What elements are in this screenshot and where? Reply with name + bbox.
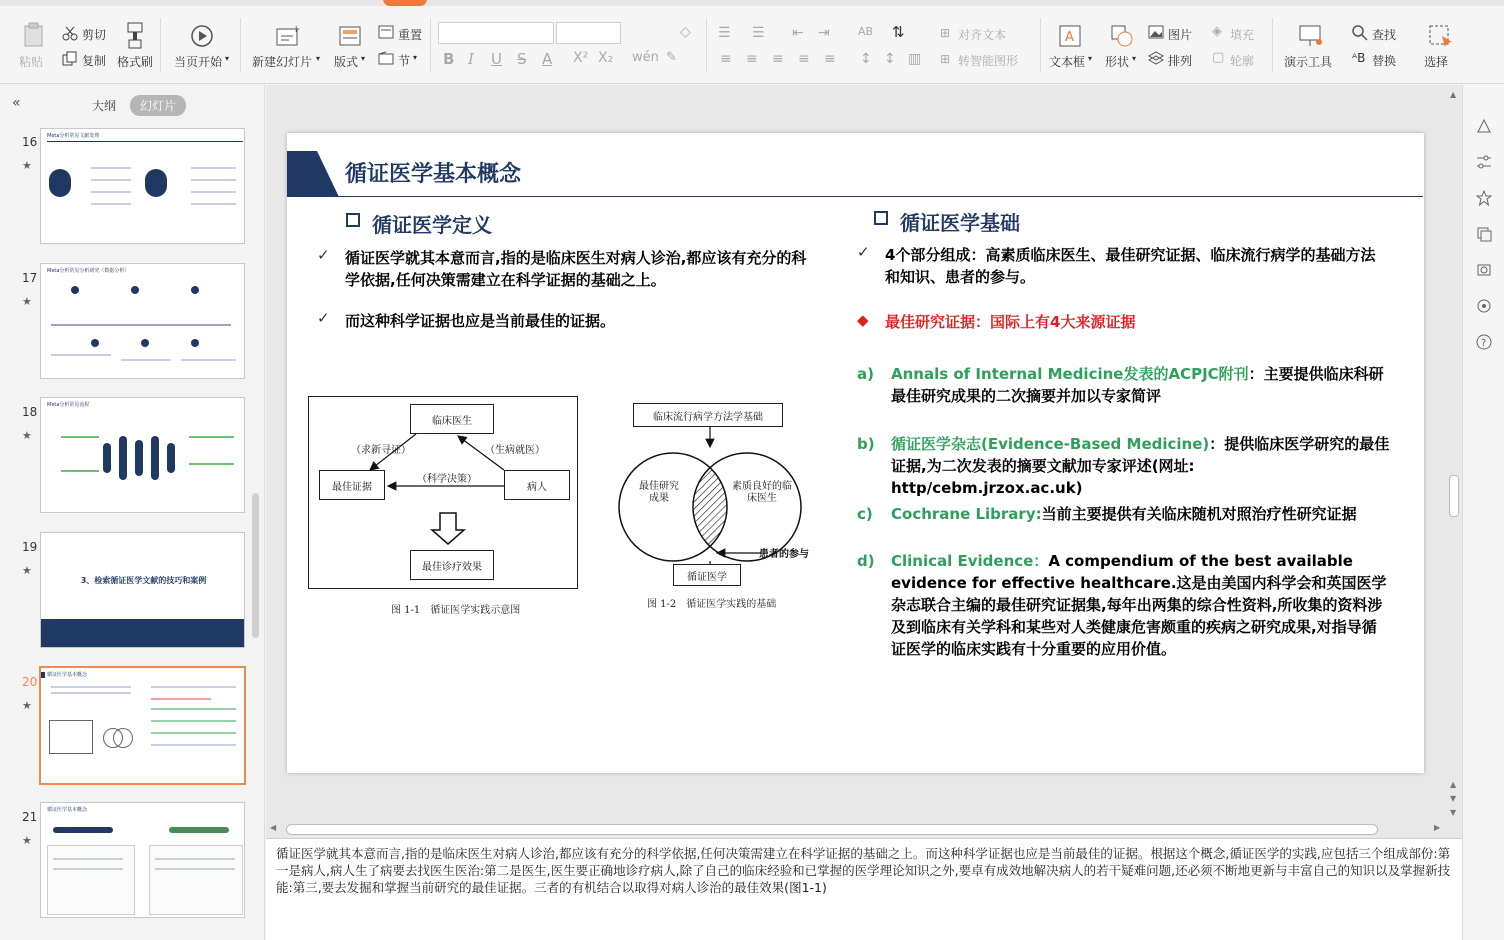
fig1-arrows [308, 396, 578, 589]
distribute-icon[interactable]: ≡ [824, 51, 836, 67]
outline-button[interactable]: 轮廓 [1230, 54, 1255, 68]
shape-icon [1110, 24, 1134, 48]
transition-icon[interactable] [1476, 226, 1492, 242]
thumbnail-scrollbar[interactable] [252, 493, 259, 638]
fig2-top-box: 临床流行病学方法学基础 [633, 403, 783, 427]
select-icon [1428, 24, 1454, 48]
right-bullet-1: 4个部分组成：高素质临床医生、最佳研究证据、临床流行病学的基础方法和知识、患者的参与。 [885, 246, 1376, 286]
item-d-title: Clinical Evidence： [891, 552, 1049, 570]
item-c-label: c) [857, 505, 873, 523]
para-spacing-icon[interactable]: ↕ [884, 51, 896, 67]
line-spacing-icon[interactable]: ↕ [860, 51, 872, 67]
fig2-right-circle-label: 素质良好的临床医生 [732, 481, 792, 504]
section-icon [378, 51, 394, 65]
slide-thumbnail-17[interactable] [40, 263, 245, 379]
slide-title: 循证医学基本概念 [345, 162, 522, 187]
slide-thumbnail-16[interactable] [40, 128, 245, 244]
align-text-button[interactable]: 对齐文本 [958, 28, 1007, 42]
dropdown-arrow-icon[interactable]: ▾ [1088, 54, 1093, 63]
item-d-text: A compendium of the best available evidence for effective healthcare.这是由美国内科学会和英国医学杂志联合主编的最佳研究证据集,每年出两集的综合性资料,所收集的资料涉及到临床有关学科和某些对人类健康危害颇重的疾病之研究成果,对指导循证医学的临床实践有十分重要的应用价值。 [891, 552, 1387, 658]
left-bullet-1: 循证医学就其本意而言,指的是临床医生对病人诊治,都应该有充分的科学依据,任何决策需建立在科学证据的基础之上。 [345, 249, 807, 289]
backup-icon[interactable] [1476, 262, 1492, 278]
strikethrough-icon[interactable]: S [517, 50, 527, 68]
ribbon-toolbar [0, 0, 1504, 84]
thumb-title: Meta分析常见流程 [47, 402, 90, 408]
presentation-tools-icon [1298, 24, 1324, 48]
tab-outline[interactable]: 大纲 [92, 99, 117, 113]
item-b-label: b) [857, 435, 875, 453]
dropdown-arrow-icon[interactable]: ▾ [413, 53, 418, 62]
item-a [891, 363, 1391, 407]
fig1-label-left: （求新寻证） [351, 445, 411, 456]
item-a-title: Annals of Internal Medicine发表的ACPJC附刊 [891, 365, 1249, 383]
item-b-text: ：提供临床医学研究的最佳证据,为二次发表的摘要文献加专家评述(网址: http/cebm.jrzox.ac.uk) [891, 435, 1390, 497]
numbered-list-icon[interactable]: ☰ [752, 25, 765, 41]
star-icon[interactable] [1476, 190, 1492, 206]
textbox-button[interactable]: 文本框 [1049, 55, 1086, 69]
speaker-notes-pane[interactable] [266, 838, 1504, 940]
align-text-icon: ⊞ [940, 26, 951, 40]
collapse-panel-icon[interactable]: « [12, 95, 21, 111]
underline-icon[interactable]: U [491, 50, 502, 68]
superscript-icon[interactable]: X² [573, 50, 589, 66]
paste-button[interactable]: 粘贴 [19, 55, 44, 69]
convert-smartart-button[interactable]: 转智能图形 [958, 54, 1019, 68]
text-direction-icon[interactable]: AB [858, 25, 874, 38]
align-right-icon[interactable]: ≡ [772, 51, 784, 67]
fig1-patient-box: 病人 [504, 470, 570, 500]
justify-icon[interactable]: ≡ [798, 51, 810, 67]
font-color-icon[interactable]: A [542, 50, 553, 68]
checkmark-icon: ✓ [317, 246, 330, 264]
left-bullet-2: 而这种科学证据也应是当前最佳的证据。 [345, 312, 616, 330]
slide-thumbnail-19[interactable] [40, 532, 245, 648]
layout-icon [339, 26, 361, 46]
item-c [891, 503, 1391, 525]
sort-icon[interactable]: ⇅ [892, 23, 905, 41]
textbox-icon [1058, 24, 1082, 48]
format-painter-icon [124, 22, 146, 50]
decrease-indent-icon[interactable]: ⇤ [792, 25, 804, 41]
select-button[interactable]: 选择 [1424, 55, 1449, 69]
fig2-bottom-box: 循证医学 [673, 564, 741, 586]
thumb-title: 3、检索循证医学文献的技巧和案例 [80, 576, 207, 585]
fig2-left-circle-label: 最佳研究成果 [639, 481, 679, 504]
thumb-number: 16 [22, 135, 38, 149]
speaker-notes-text[interactable]: 循证医学就其本意而言,指的是临床医生对病人诊治,都应该有充分的科学依据,任何决策需建立在科学证据的基础之上。而这种科学证据也应是当前最佳的证据。根据这个概念,循证医学的实践,应包括三个组成部份:第一是病人,病人生了病要去找医生医治:第二是医生,医生要正确地诊疗病人,除了自己的临床经验和已掌握的医学理论知识之外,要卓有成效地解决病人的若干疑难问题,还必须不断地更新与丰富自己的知识以及掌握新技能:第三,要去发掘和掌握当前研究的最佳证据。三者的有机结合以取得对病人诊治的最佳效果(图1-1) [276, 846, 1451, 895]
fig1-label-center: （科学决策） [417, 474, 477, 485]
slide-thumbnail-20[interactable] [39, 666, 246, 785]
menu-strip [0, 0, 1504, 6]
help-icon[interactable] [1476, 334, 1492, 350]
separator [1040, 18, 1041, 72]
thumb-title: 循证医学基本概念 [47, 672, 88, 678]
reset-button[interactable]: 重置 [398, 28, 423, 42]
title-underline [327, 196, 1423, 197]
shape-button[interactable]: 形状 [1105, 55, 1130, 69]
reset-icon [378, 25, 394, 39]
thumb-title: Meta分析常见文献处理 [47, 133, 100, 139]
right-heading: 循证医学基础 [900, 211, 1020, 235]
cut-icon [62, 25, 78, 41]
active-menu-tab[interactable] [383, 0, 427, 6]
separator [706, 18, 707, 72]
bold-icon[interactable]: B [443, 50, 455, 68]
animation-star-icon: ★ [22, 834, 32, 847]
new-slide-button[interactable]: 新建幻灯片 [252, 55, 313, 69]
fig1-outcome-box: 最佳诊疗效果 [410, 550, 494, 580]
left-heading: 循证医学定义 [372, 213, 492, 237]
item-a-label: a) [857, 365, 874, 383]
thumb-number: 17 [22, 271, 38, 285]
align-left-icon[interactable]: ≡ [720, 51, 732, 67]
checkbox-bullet-icon [874, 211, 888, 225]
right-red-line: 最佳研究证据：国际上有4大来源证据 [885, 313, 1136, 331]
section-button[interactable]: 节 [398, 54, 411, 68]
item-b [891, 433, 1391, 499]
thumb-number: 21 [22, 810, 38, 824]
animation-icon[interactable] [1476, 118, 1492, 134]
thumb-number: 19 [22, 540, 38, 554]
separator [240, 18, 241, 72]
fig2-patient-label: 患者的参与 [759, 549, 809, 560]
slide-vertical-scrollbar[interactable]: ▲ ▲ ▼ ▼ [1448, 90, 1460, 830]
format-painter-button[interactable]: 格式刷 [117, 55, 154, 69]
animation-star-icon: ★ [22, 295, 32, 308]
picture-button[interactable]: 图片 [1168, 28, 1193, 42]
item-c-title: Cochrane Library: [891, 505, 1042, 523]
title-accent-shape [287, 151, 347, 197]
animation-star-icon: ★ [22, 564, 32, 577]
slide-thumbnail-21[interactable] [40, 802, 245, 918]
picture-icon [1148, 25, 1164, 39]
new-slide-icon [275, 24, 301, 48]
presentation-tools-button[interactable]: 演示工具 [1284, 55, 1333, 69]
font-size-select[interactable] [556, 22, 621, 44]
copy-icon [62, 51, 78, 67]
svg-text:+: + [292, 24, 301, 35]
fig2-caption: 图 1-2 循证医学实践的基础 [647, 599, 777, 610]
svg-text:A: A [1065, 30, 1074, 45]
align-center-icon[interactable]: ≡ [746, 51, 758, 67]
dropdown-arrow-icon[interactable]: ▾ [316, 54, 321, 63]
cut-button[interactable]: 剪切 [82, 28, 107, 42]
thumb-number: 20 [22, 675, 38, 689]
location-icon[interactable] [1476, 298, 1492, 314]
item-a-text: ：主要提供临床科研最佳研究成果的二次摘要并加以专家简评 [891, 365, 1384, 405]
dropdown-arrow-icon[interactable]: ▾ [225, 54, 230, 63]
arrange-icon [1148, 51, 1164, 65]
start-from-current-button[interactable]: 当页开始 [174, 55, 223, 69]
fig1-caption: 图 1-1 循证医学实践示意图 [391, 605, 521, 616]
outline-icon: ▢ [1212, 50, 1225, 65]
clear-format-icon[interactable]: ◇ [680, 24, 691, 40]
thumb-number: 18 [22, 405, 38, 419]
increase-indent-icon[interactable]: ⇥ [818, 25, 830, 41]
arrange-button[interactable]: 排列 [1168, 54, 1193, 68]
columns-icon[interactable]: ▥ [908, 51, 922, 67]
fig1-doctor-box: 临床医生 [410, 404, 494, 434]
checkmark-icon: ✓ [317, 309, 330, 327]
tab-slides[interactable]: 幻灯片 [130, 95, 186, 116]
slide-20[interactable] [287, 133, 1424, 773]
slide-thumbnail-panel [0, 85, 265, 940]
item-d-label: d) [857, 552, 875, 570]
separator [1272, 18, 1273, 72]
layout-button[interactable]: 版式 [334, 55, 359, 69]
fig2-venn-diagram [613, 427, 813, 587]
pinyin-icon[interactable]: wén [632, 50, 659, 65]
slide-horizontal-scrollbar[interactable]: ◀ ▶ [268, 823, 1446, 837]
fig1-evidence-box: 最佳证据 [319, 470, 385, 500]
play-icon [190, 24, 214, 48]
right-task-pane-bar [1462, 85, 1504, 940]
subscript-icon[interactable]: X₂ [598, 50, 614, 66]
animation-star-icon: ★ [22, 159, 32, 172]
italic-icon[interactable]: I [468, 50, 474, 68]
copy-button[interactable]: 复制 [82, 54, 107, 68]
fill-button[interactable]: 填充 [1230, 28, 1255, 42]
bullet-list-icon[interactable]: ☰ [718, 25, 731, 41]
dropdown-arrow-icon[interactable]: ▾ [361, 54, 366, 63]
separator [430, 18, 431, 72]
replace-icon: ᴬB [1352, 51, 1366, 65]
animation-star-icon: ★ [22, 429, 32, 442]
thumb-title: 循证医学基本概念 [47, 807, 88, 813]
replace-button[interactable]: 替换 [1372, 54, 1397, 68]
slide-thumbnail-18[interactable] [40, 397, 245, 513]
checkbox-bullet-icon [346, 213, 360, 227]
paste-icon[interactable] [22, 22, 46, 48]
fig1-label-right: （生病就医） [485, 445, 545, 456]
item-c-text: 当前主要提供有关临床随机对照治疗性研究证据 [1041, 505, 1357, 523]
thumb-title: Meta分析常见分析研究（数据分析） [47, 268, 130, 274]
separator [160, 18, 161, 72]
svg-text:?: ? [1481, 338, 1487, 349]
fill-icon: ◈ [1212, 24, 1222, 39]
animation-star-icon: ★ [22, 699, 32, 712]
find-button[interactable]: 查找 [1372, 28, 1397, 42]
dropdown-arrow-icon[interactable]: ▾ [1132, 54, 1137, 63]
item-d [891, 550, 1391, 660]
item-b-title: 循证医学杂志(Evidence-Based Medicine) [891, 435, 1210, 453]
search-icon [1352, 25, 1368, 41]
diamond-bullet-icon: ◆ [857, 311, 869, 329]
checkmark-icon: ✓ [857, 243, 870, 261]
font-name-select[interactable] [438, 22, 554, 44]
highlight-icon[interactable]: ✎ [666, 50, 677, 65]
adjust-icon[interactable] [1476, 154, 1492, 170]
smartart-icon: ⊞ [940, 52, 951, 66]
